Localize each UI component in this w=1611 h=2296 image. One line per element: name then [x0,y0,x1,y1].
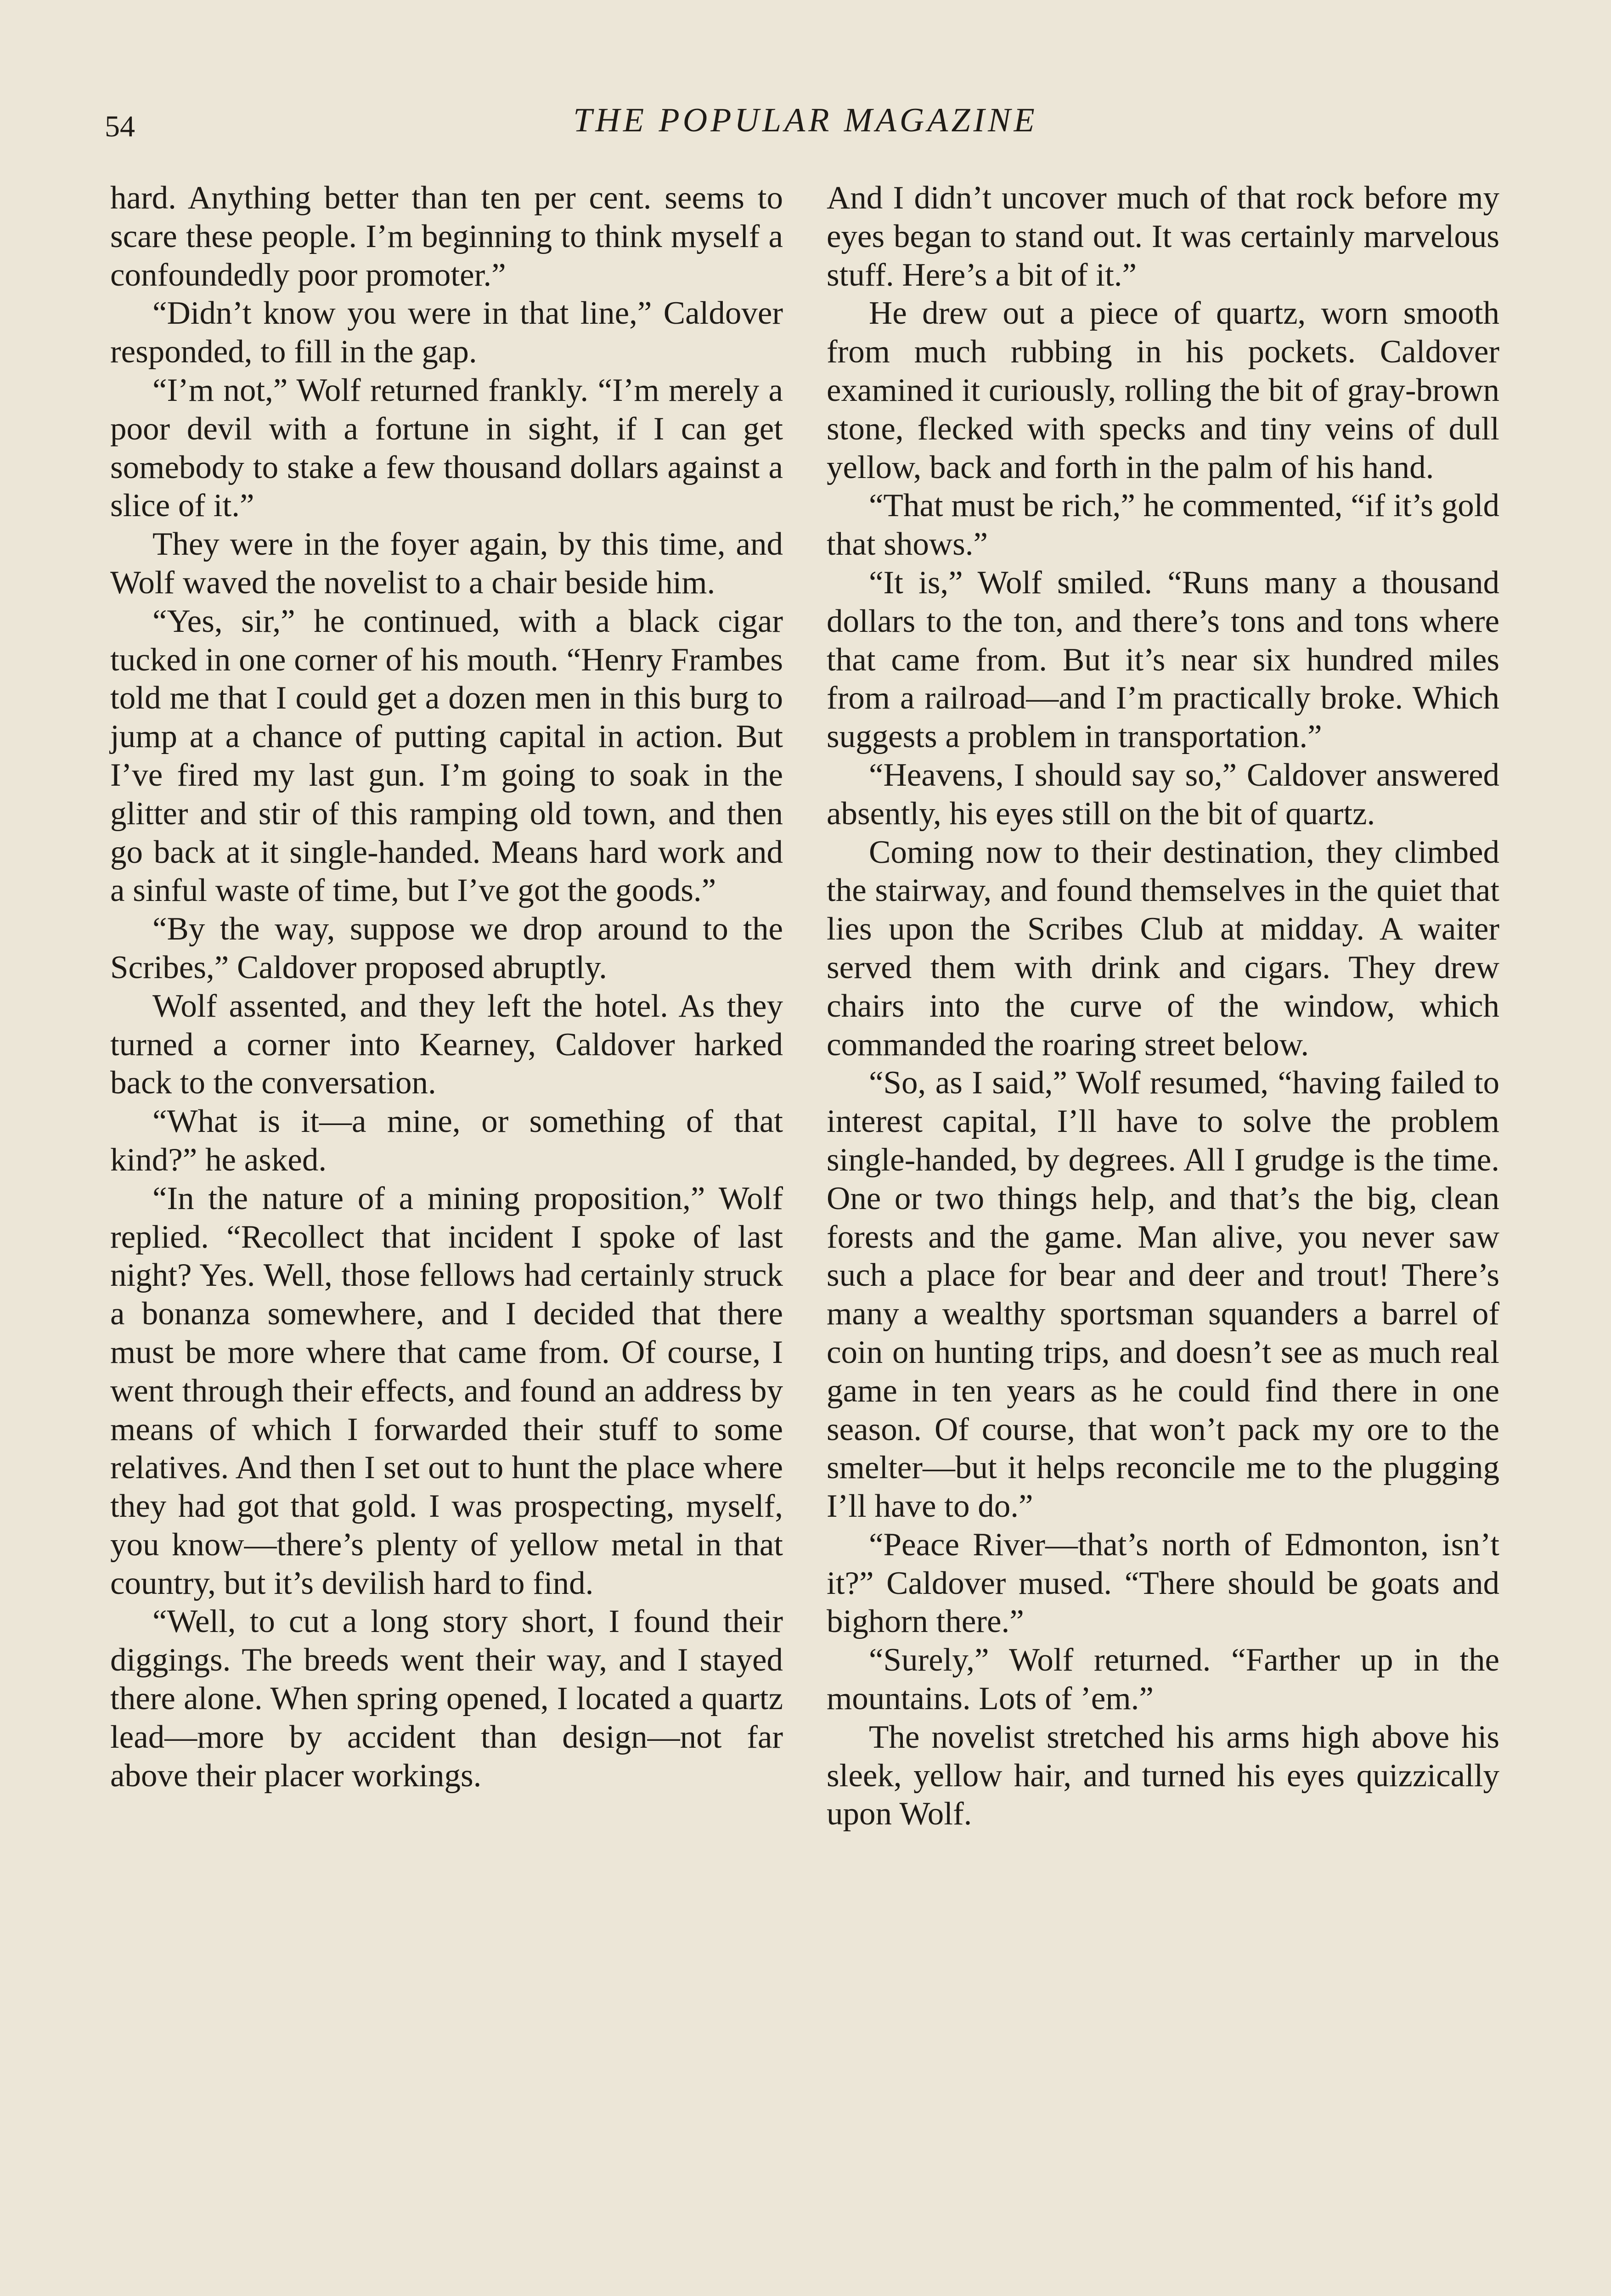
paragraph: “It is,” Wolf smiled. “Runs many a thousand dollars to the ton, and there’s tons and tons where that came from. But it’s near six hundred miles from a railroad—and I’m practically broke. Which suggests a problem in transportation.” [827,564,1499,755]
paragraph: “That must be rich,” he commented, “if it’s gold that shows.” [827,488,1499,563]
left-column [110,179,783,1795]
paragraph: They were in the foyer again, by this time, and Wolf waved the novelist to a chair beside him. [110,526,783,601]
paragraph: “By the way, suppose we drop around to the Scribes,” Caldover proposed abruptly. [110,911,783,985]
paragraph: “Heavens, I should say so,” Caldover answered absently, his eyes still on the bit of quartz. [827,757,1499,832]
paragraph: “So, as I said,” Wolf resumed, “having failed to interest capital, I’ll have to solve the problem single-handed, by degrees. All I grudge is the time. One or two things help, and that’s the big, clean forests and the game. Man alive, you never saw such a place for bear and deer and trout! There’s many a wealthy sportsman squanders a barrel of coin on hunting trips, and doesn’t see as much real game in ten years as he could find there in one season. Of course, that won’t pack my ore to the smelter—but it helps reconcile me to the plugging I’ll have to do.” [827,1065,1499,1525]
paragraph: Wolf assented, and they left the hotel. As they turned a corner into Kearney, Caldover harked back to the conversation. [110,988,783,1101]
paragraph: “Peace River—that’s north of Edmonton, isn’t it?” Caldover mused. “There should be goats and bighorn there.” [827,1526,1499,1640]
paragraph: “Didn’t know you were in that line,” Caldover responded, to fill in the gap. [110,295,783,370]
right-column [827,179,1499,1834]
paragraph: And I didn’t uncover much of that rock before my eyes began to stand out. It was certainly marvelous stuff. Here’s a bit of it.” [827,180,1499,293]
paragraph: “Well, to cut a long story short, I found their diggings. The breeds went their way, and I stayed there alone. When spring opened, I located a quartz lead—more by accident than design—not far above their placer workings. [110,1604,783,1794]
paragraph: “What is it—a mine, or something of that kind?” he asked. [110,1103,783,1178]
paragraph: “Yes, sir,” he continued, with a black cigar tucked in one corner of his mouth. “Henry Frambes told me that I could get a dozen men in this burg to jump at a chance of putting capital in action. But I’ve fired my last gun. I’m going to soak in the glitter and stir of this ramping old town, and then go back at it single-handed. Means hard work and a sinful waste of time, but I’ve got the goods.” [110,603,783,909]
page-header [105,101,1506,156]
running-title: THE POPULAR MAGAZINE [573,101,1038,139]
paragraph: He drew out a piece of quartz, worn smooth from much rubbing in his pockets. Caldover examined it curiously, rolling the bit of gray-brown stone, flecked with specks and tiny veins of dull yellow, back and forth in the palm of his hand. [827,295,1499,485]
paragraph: “Surely,” Wolf returned. “Farther up in the mountains. Lots of ’em.” [827,1642,1499,1717]
paragraph: “In the nature of a mining proposition,” Wolf replied. “Recollect that incident I spoke of last night? Yes. Well, those fellows had certainly struck a bonanza somewhere, and I decided that there must be more where that came from. Of course, I went through their effects, and found an address by means of which I forwarded their stuff to some relatives. And then I set out to hunt the place where they had got that gold. I was prospecting, myself, you know—there’s plenty of yellow metal in that country, but it’s devilish hard to find. [110,1180,783,1601]
paragraph: hard. Anything better than ten per cent. seems to scare these people. I’m beginning to think myself a confoundedly poor promoter.” [110,180,783,293]
paragraph: Coming now to their destination, they climbed the stairway, and found themselves in the quiet that lies upon the Scribes Club at midday. A waiter served them with drink and cigars. They drew chairs into the curve of the window, which commanded the roaring street below. [827,834,1499,1063]
page-number: 54 [105,110,135,143]
paragraph: “I’m not,” Wolf returned frankly. “I’m merely a poor devil with a fortune in sight, if I can get somebody to stake a few thousand dollars against a slice of it.” [110,372,783,524]
paragraph: The novelist stretched his arms high above his sleek, yellow hair, and turned his eyes quizzically upon Wolf. [827,1719,1499,1832]
